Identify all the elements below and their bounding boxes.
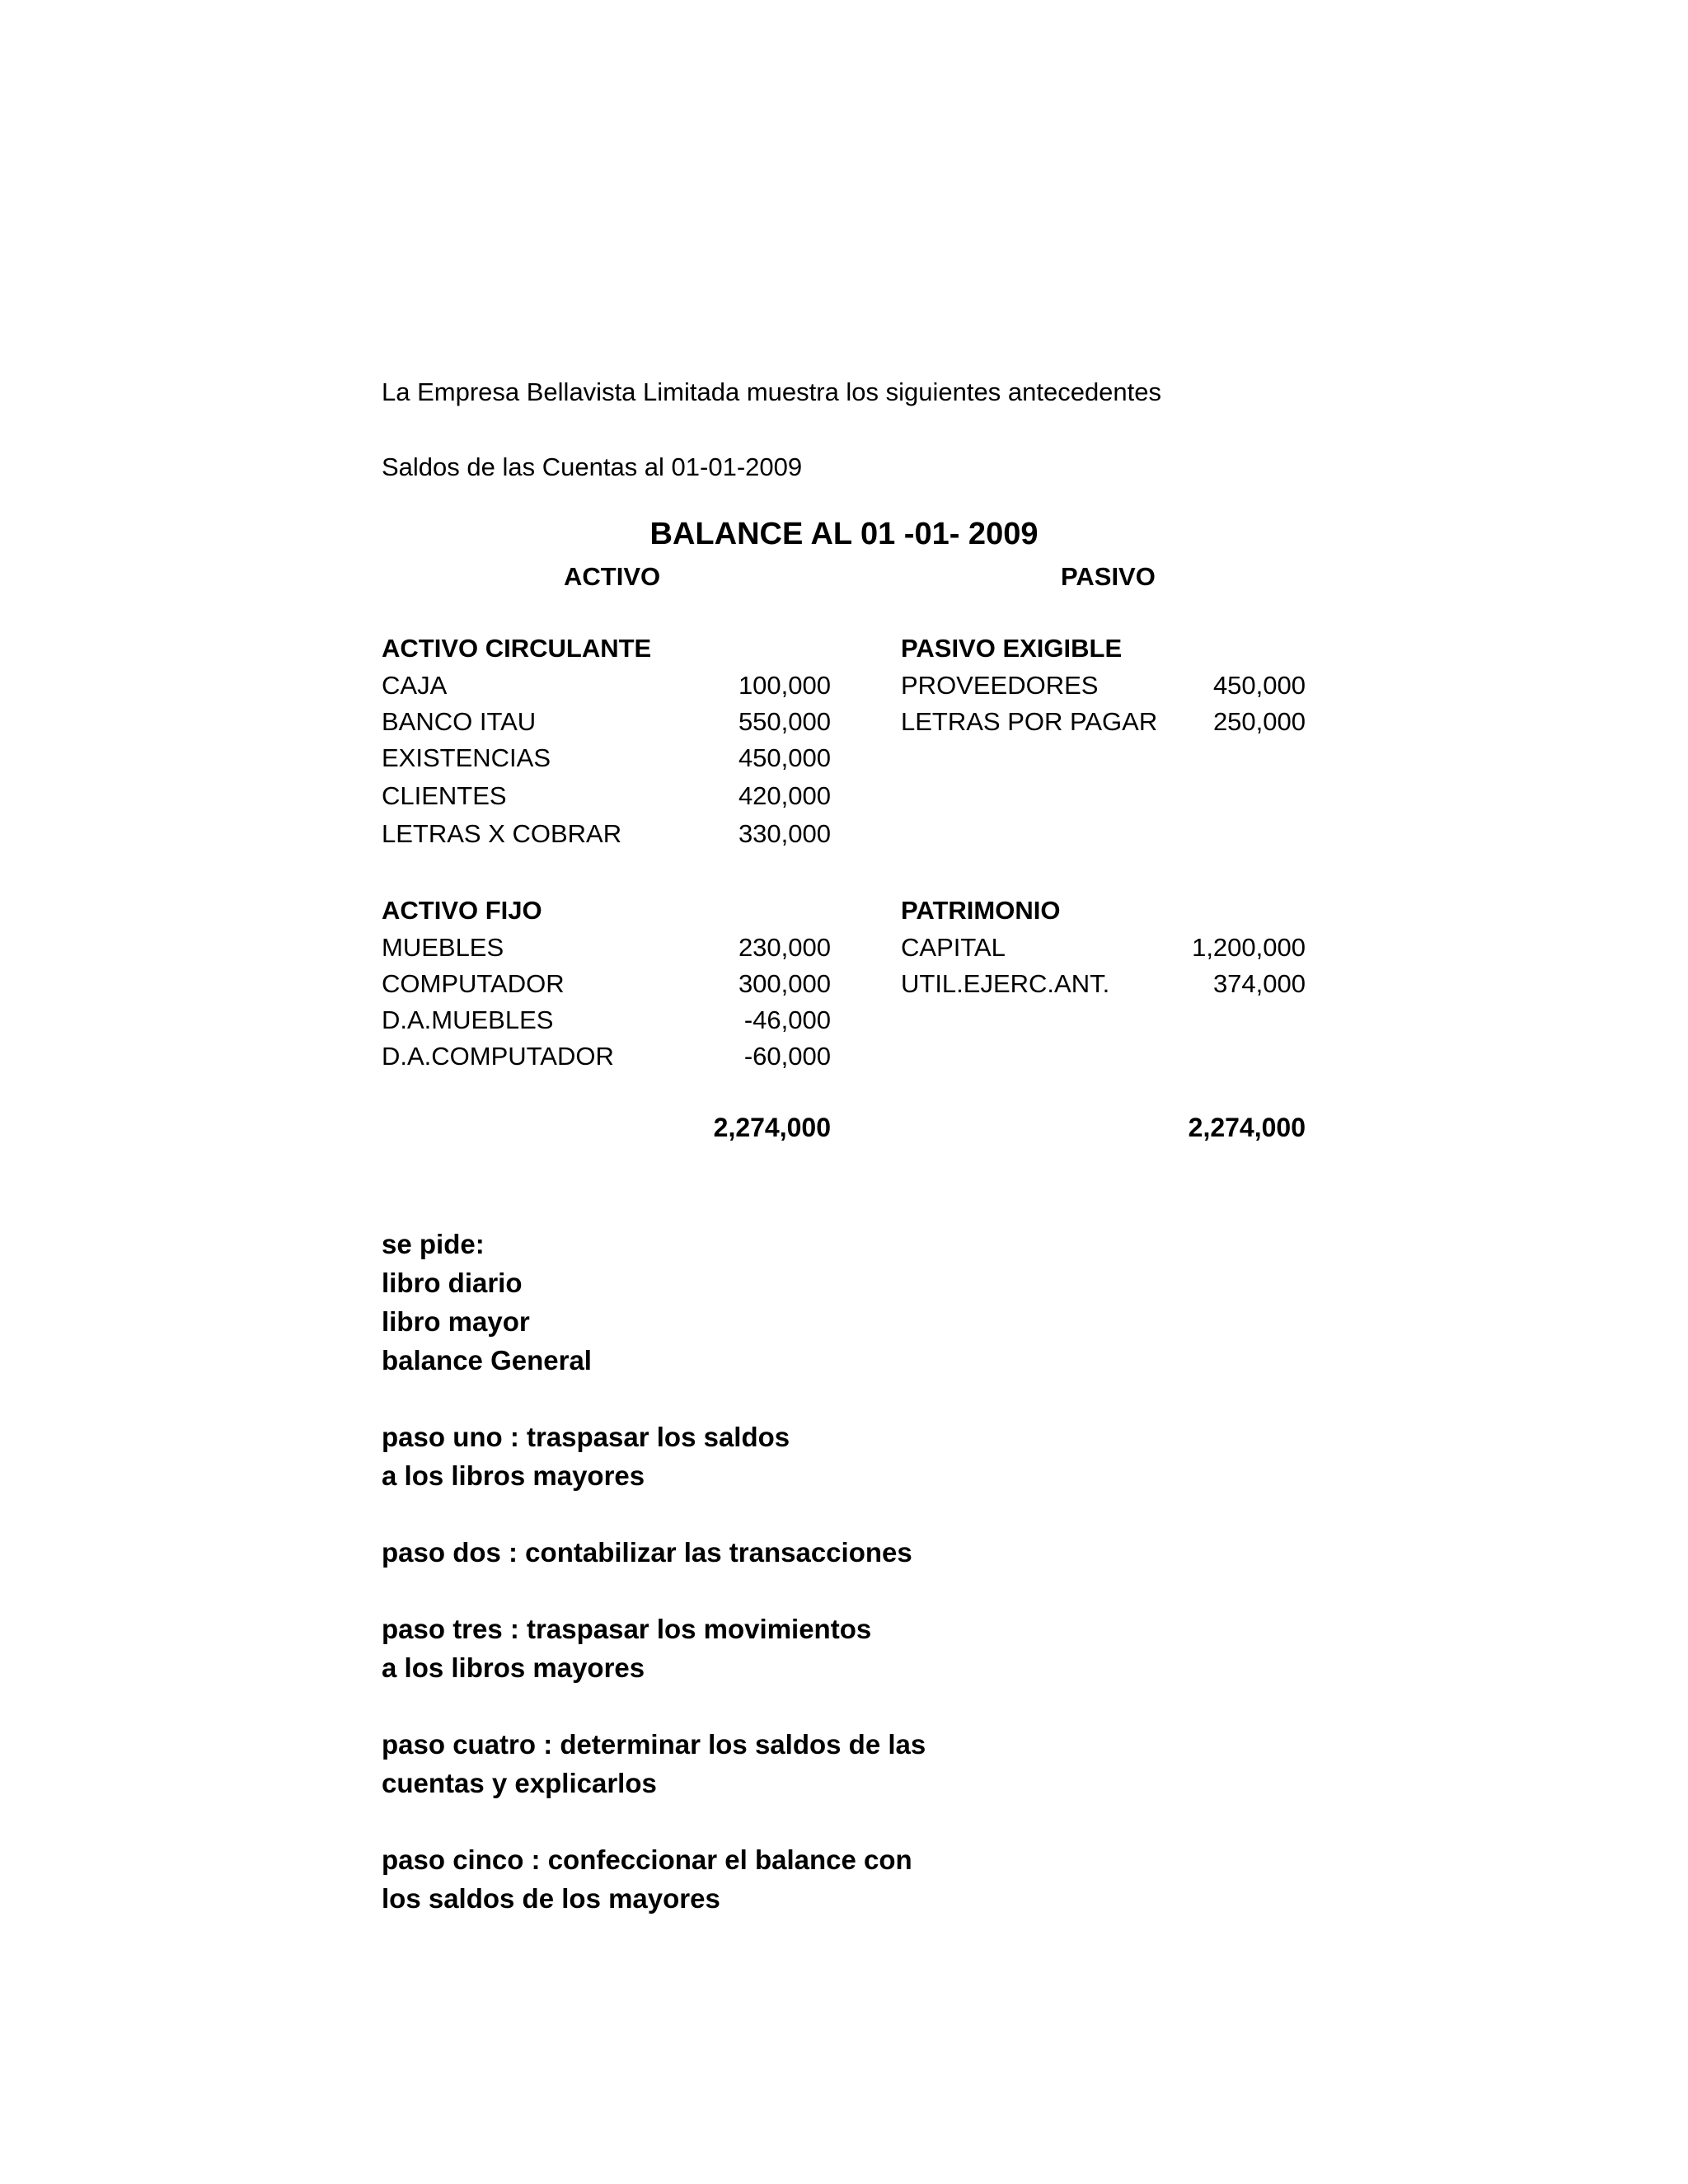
account-label: D.A.MUEBLES <box>382 1005 554 1034</box>
step-line: cuentas y explicarlos <box>382 1768 657 1798</box>
requirement-item: balance General <box>382 1345 592 1376</box>
saldos-date-text: Saldos de las Cuentas al 01-01-2009 <box>382 452 803 481</box>
account-label: MUEBLES <box>382 933 504 962</box>
step-line: paso uno : traspasar los saldos <box>382 1422 790 1452</box>
patrimonio-heading: PATRIMONIO <box>901 896 1061 925</box>
account-value: 374,000 <box>1212 969 1306 998</box>
account-value: 550,000 <box>738 707 831 736</box>
account-value: 230,000 <box>738 933 831 962</box>
step-line: a los libros mayores <box>382 1652 645 1683</box>
account-value: 1,200,000 <box>1192 933 1306 962</box>
account-value: 300,000 <box>738 969 831 998</box>
requirements-heading: se pide: <box>382 1229 485 1259</box>
account-label: PROVEEDORES <box>901 671 1099 700</box>
step-line: paso tres : traspasar los movimientos <box>382 1614 872 1644</box>
activo-circulante-heading: ACTIVO CIRCULANTE <box>382 634 652 663</box>
step-line: paso cinco : confeccionar el balance con <box>382 1844 912 1875</box>
step-line: los saldos de los mayores <box>382 1883 720 1914</box>
activo-fijo-heading: ACTIVO FIJO <box>382 896 542 925</box>
activo-total: 2,274,000 <box>713 1113 831 1142</box>
account-label: BANCO ITAU <box>382 707 537 736</box>
account-label: CAPITAL <box>901 933 1006 962</box>
account-value: 250,000 <box>1212 707 1306 736</box>
pasivo-total: 2,274,000 <box>1188 1113 1306 1142</box>
account-label: CAJA <box>382 671 448 700</box>
balance-title: BALANCE AL 01 -01- 2009 <box>649 517 1039 551</box>
requirement-item: libro mayor <box>382 1306 530 1337</box>
step-line: paso dos : contabilizar las transacciones <box>382 1537 912 1568</box>
account-label: LETRAS X COBRAR <box>382 819 622 848</box>
account-label: UTIL.EJERC.ANT. <box>901 969 1110 998</box>
account-value: -46,000 <box>743 1005 831 1034</box>
account-label: LETRAS POR PAGAR <box>901 707 1158 736</box>
step-line: a los libros mayores <box>382 1460 645 1491</box>
account-value: 420,000 <box>738 781 831 810</box>
pasivo-exigible-heading: PASIVO EXIGIBLE <box>901 634 1123 663</box>
account-value: 100,000 <box>738 671 831 700</box>
account-label: COMPUTADOR <box>382 969 565 998</box>
account-value: -60,000 <box>743 1042 831 1071</box>
intro-text: La Empresa Bellavista Limitada muestra los siguientes antecedentes <box>382 377 1162 406</box>
account-label: CLIENTES <box>382 781 507 810</box>
requirement-item: libro diario <box>382 1268 523 1298</box>
account-value: 450,000 <box>738 743 831 772</box>
pasivo-header: PASIVO <box>1061 562 1156 591</box>
account-label: EXISTENCIAS <box>382 743 551 772</box>
account-value: 450,000 <box>1212 671 1306 700</box>
account-value: 330,000 <box>738 819 831 848</box>
step-line: paso cuatro : determinar los saldos de las <box>382 1729 926 1760</box>
activo-header: ACTIVO <box>564 562 661 591</box>
account-label: D.A.COMPUTADOR <box>382 1042 614 1071</box>
